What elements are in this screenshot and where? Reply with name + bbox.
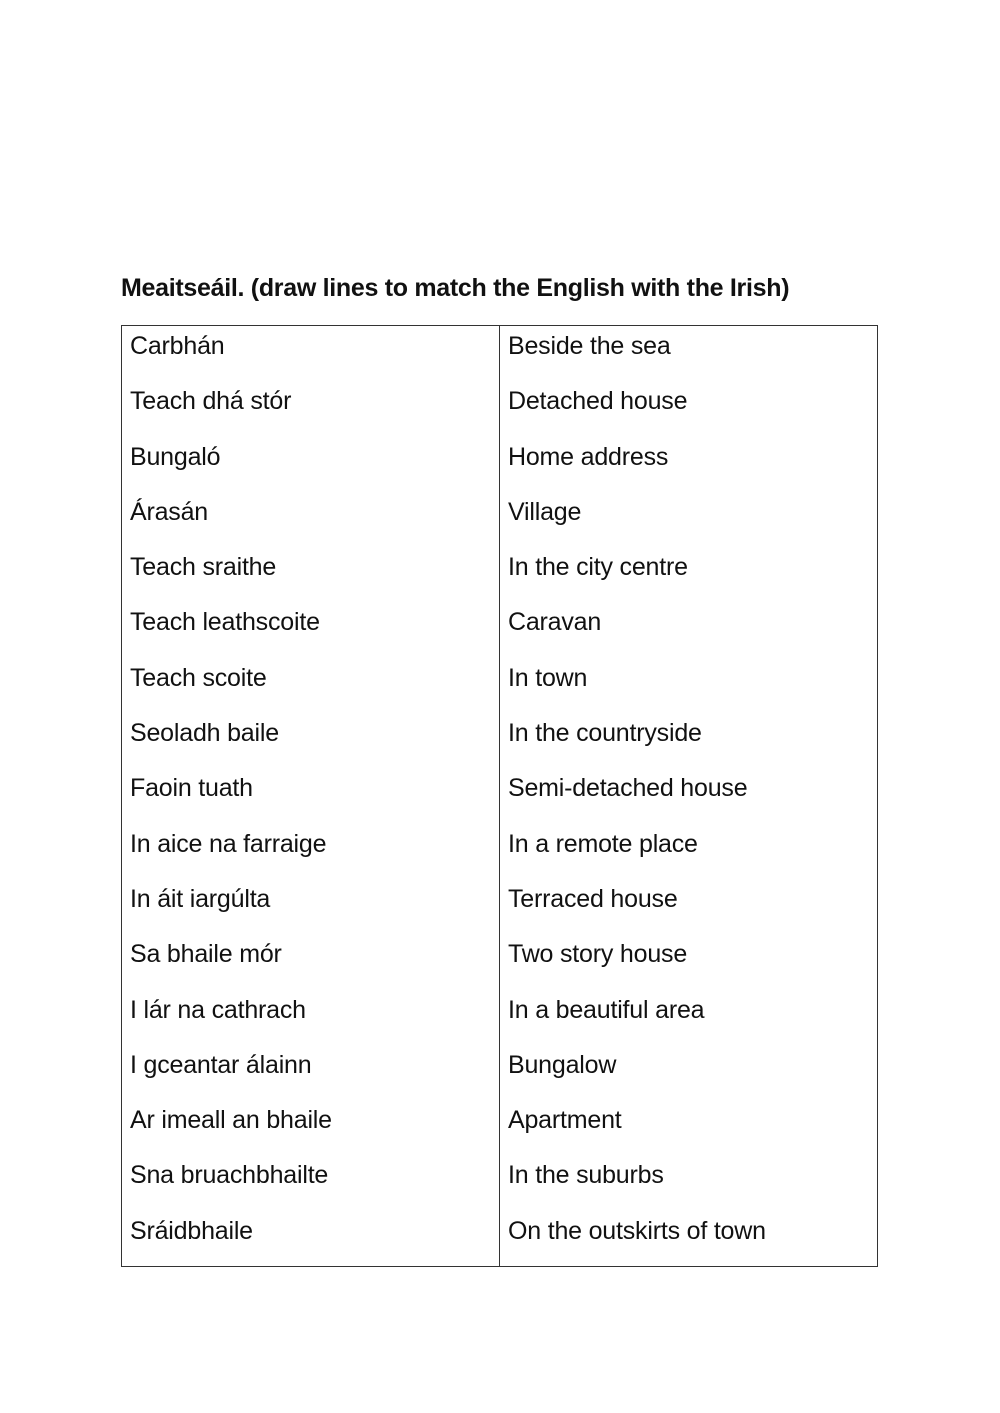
irish-term: Faoin tuath — [130, 774, 253, 803]
english-term: In a remote place — [508, 829, 698, 858]
irish-term: Sna bruachbhailte — [130, 1161, 329, 1190]
english-column — [500, 326, 877, 1266]
irish-term: In áit iargúlta — [130, 884, 271, 913]
irish-term: Árasán — [130, 497, 209, 526]
irish-term: Sa bhaile mór — [130, 940, 282, 969]
english-term: Semi-detached house — [508, 774, 748, 803]
english-term: Village — [508, 497, 582, 526]
english-term: In the suburbs — [508, 1161, 664, 1190]
english-term: Apartment — [508, 1106, 622, 1135]
matching-table — [121, 325, 878, 1267]
irish-term: Carbhán — [130, 332, 225, 360]
worksheet-title: Meaitseáil. (draw lines to match the English with the Irish) — [121, 274, 790, 302]
irish-term: I gceantar álainn — [130, 1050, 312, 1079]
irish-term: Teach leathscoite — [130, 608, 320, 637]
irish-term: In aice na farraige — [130, 829, 327, 858]
irish-term: Teach sraithe — [130, 553, 277, 582]
irish-term: I lár na cathrach — [130, 995, 306, 1024]
irish-term: Teach dhá stór — [130, 387, 292, 416]
english-term: Caravan — [508, 608, 602, 637]
english-term: Bungalow — [508, 1050, 617, 1079]
irish-column — [122, 326, 500, 1266]
english-term: In the city centre — [508, 553, 688, 582]
english-term: Beside the sea — [508, 332, 671, 360]
irish-term: Sráidbhaile — [130, 1216, 253, 1245]
irish-term: Seoladh baile — [130, 719, 279, 748]
irish-term: Teach scoite — [130, 663, 267, 692]
irish-term: Bungaló — [130, 442, 221, 471]
english-term: On the outskirts of town — [508, 1216, 766, 1245]
english-term: Terraced house — [508, 884, 678, 913]
english-term: Detached house — [508, 387, 688, 416]
english-term: In the countryside — [508, 719, 702, 748]
english-term: Two story house — [508, 940, 688, 969]
english-term: In town — [508, 663, 588, 692]
irish-term: Ar imeall an bhaile — [130, 1106, 332, 1135]
english-term: In a beautiful area — [508, 995, 705, 1024]
english-term: Home address — [508, 442, 669, 471]
